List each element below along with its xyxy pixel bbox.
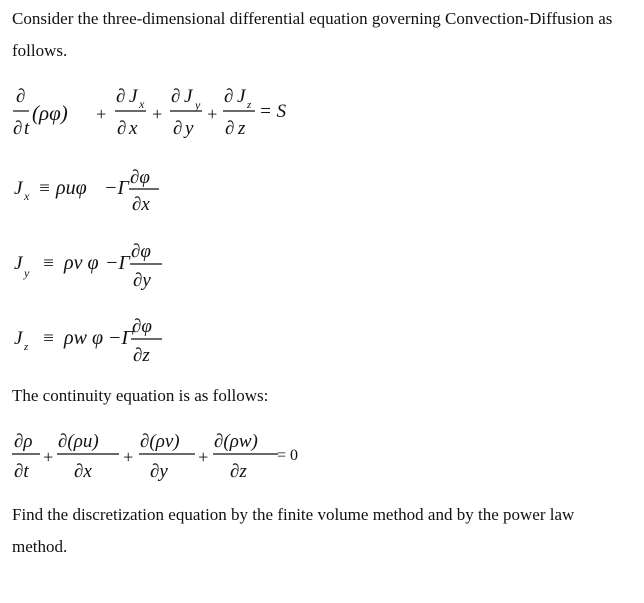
subscript-z: z bbox=[247, 99, 252, 111]
d-t: ∂t bbox=[14, 461, 29, 482]
flux-J: J bbox=[184, 86, 193, 107]
equals-zero: = 0 bbox=[277, 447, 299, 464]
flux-J: J bbox=[129, 86, 138, 107]
governing-equation bbox=[12, 84, 312, 146]
x-variable: x bbox=[129, 118, 138, 139]
partial-symbol: ∂ bbox=[16, 86, 26, 107]
d-z: ∂z bbox=[133, 345, 150, 366]
d-x: ∂x bbox=[74, 461, 92, 482]
equiv-symbol: ≡ bbox=[42, 253, 55, 274]
flux-y-equation bbox=[12, 237, 212, 293]
minus-gamma: −Γ bbox=[105, 252, 130, 274]
flux-x-equation bbox=[12, 164, 212, 218]
flux-J: J bbox=[14, 328, 23, 349]
d-rho: ∂ρ bbox=[14, 431, 33, 452]
flux-J: J bbox=[237, 86, 246, 107]
d-x: ∂x bbox=[132, 194, 150, 215]
subscript-y: y bbox=[195, 98, 201, 112]
flux-J: J bbox=[14, 253, 23, 274]
d-z: ∂z bbox=[230, 461, 247, 482]
d-y: ∂y bbox=[150, 461, 168, 482]
partial-symbol: ∂ bbox=[224, 86, 234, 107]
equals-source: = S bbox=[259, 101, 287, 122]
partial-symbol: ∂ bbox=[171, 86, 181, 107]
flux-J: J bbox=[14, 178, 23, 199]
continuity-equation bbox=[12, 425, 322, 483]
d-rho-u: ∂(ρu) bbox=[58, 431, 99, 452]
partial-symbol: ∂ bbox=[117, 118, 127, 139]
d-phi: ∂φ bbox=[131, 241, 151, 262]
continuity-paragraph: The continuity equation is as follows: bbox=[12, 386, 269, 405]
subscript-y: y bbox=[24, 266, 30, 280]
question-paragraph: Find the discretization equation by the finite volume method and by the power law method. bbox=[12, 505, 575, 556]
d-rho-v: ∂(ρv) bbox=[140, 431, 180, 452]
partial-symbol: ∂ bbox=[173, 118, 183, 139]
convective-term: ρv φ bbox=[64, 252, 99, 274]
plus-sign: + bbox=[42, 447, 55, 467]
d-rho-w: ∂(ρw) bbox=[214, 431, 258, 452]
minus-gamma: −Γ bbox=[104, 177, 129, 199]
partial-symbol: ∂ bbox=[13, 118, 23, 139]
plus-sign: + bbox=[151, 104, 164, 124]
d-y: ∂y bbox=[133, 270, 151, 291]
subscript-x: x bbox=[139, 97, 145, 111]
y-variable: y bbox=[185, 118, 194, 139]
minus-gamma: −Γ bbox=[108, 327, 133, 349]
partial-symbol: ∂ bbox=[225, 118, 235, 139]
t-variable: t bbox=[24, 118, 30, 139]
plus-sign: + bbox=[95, 104, 108, 124]
convective-term: ρw φ bbox=[64, 327, 104, 349]
partial-symbol: ∂ bbox=[116, 86, 126, 107]
rho-phi-term: (ρφ) bbox=[32, 101, 68, 125]
equiv-symbol: ≡ bbox=[38, 178, 51, 199]
d-phi: ∂φ bbox=[132, 316, 152, 337]
equiv-symbol: ≡ bbox=[42, 328, 55, 349]
subscript-x: x bbox=[24, 189, 30, 203]
flux-z-equation bbox=[12, 313, 212, 369]
subscript-z: z bbox=[24, 341, 29, 353]
plus-sign: + bbox=[122, 447, 135, 467]
z-variable: z bbox=[238, 118, 246, 139]
d-phi: ∂φ bbox=[130, 167, 150, 188]
convective-term: ρuφ bbox=[56, 177, 87, 199]
plus-sign: + bbox=[206, 104, 219, 124]
intro-paragraph: Consider the three-dimensional differential equation governing Convection-Diffusion as follows. bbox=[12, 9, 613, 60]
plus-sign: + bbox=[197, 447, 210, 467]
